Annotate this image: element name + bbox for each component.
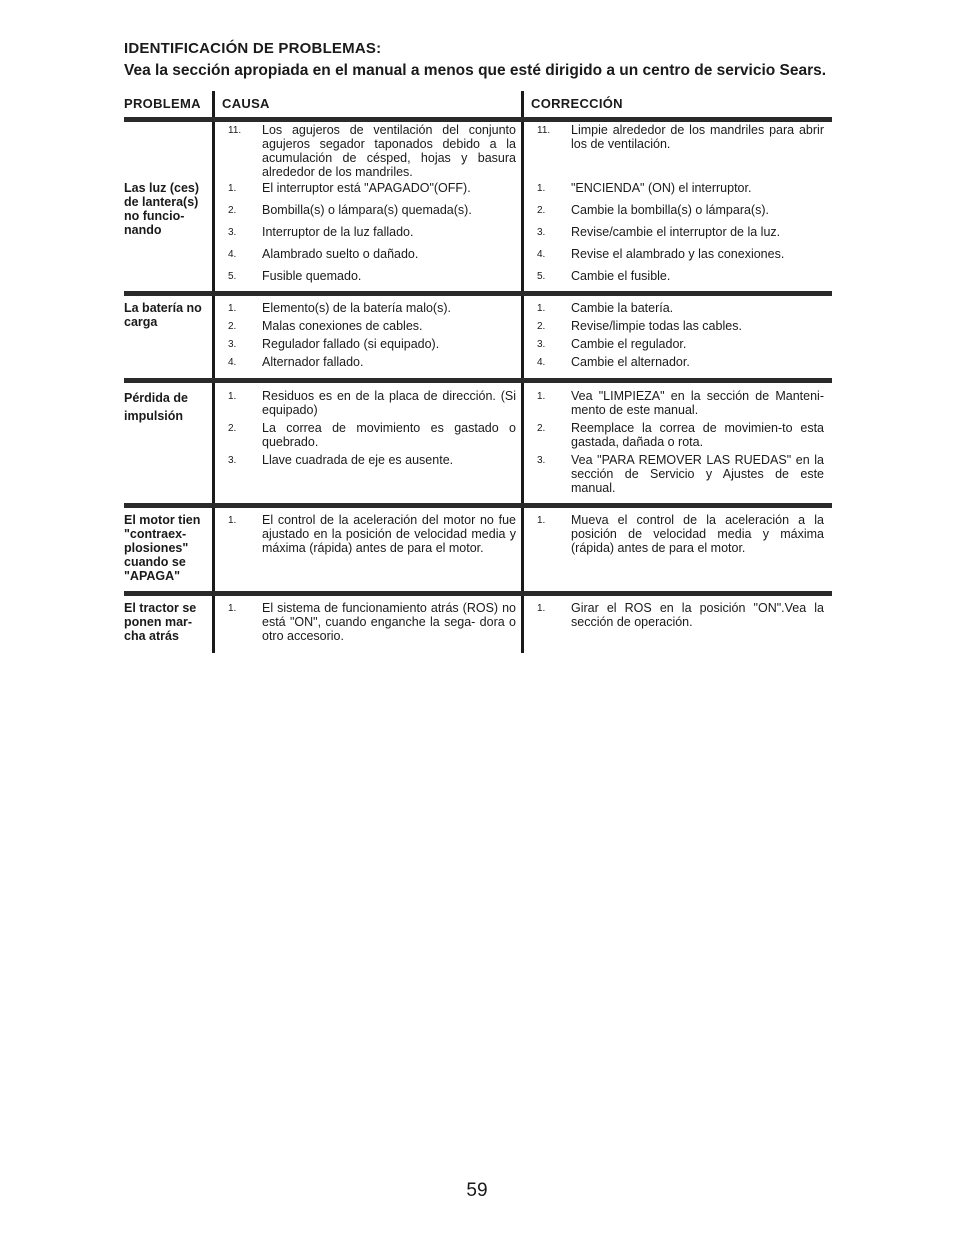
correction-text: Limpie alrededor de los mandriles para abrir los de ventilación. (571, 123, 824, 151)
correction-text: Reemplace la correa de movimien-to esta gastada, dañada o rota. (571, 421, 824, 449)
page-subtitle: Vea la sección apropiada en el manual a menos que esté dirigido a un centro de servicio Sears. (124, 62, 827, 79)
correction-number: 3. (537, 455, 546, 466)
cause-number: 4. (228, 357, 237, 368)
cause-text: Interruptor de la luz fallado. (262, 225, 414, 239)
correction-text: Revise el alambrado y las conexiones. (571, 247, 785, 261)
correction-number: 11. (537, 125, 551, 136)
correction-text: Girar el ROS en la posición "ON".Vea la sección de operación. (571, 601, 824, 629)
problem-label: La batería no carga (124, 301, 202, 329)
cause-text: Regulador fallado (si equipado). (262, 337, 440, 351)
cause-text: El sistema de funcionamiento atrás (ROS) no está "ON", cuando enganche la sega- dora o otro accesorio. (262, 601, 516, 643)
cause-number: 3. (228, 455, 237, 466)
correction-number: 1. (537, 391, 546, 402)
cause-number: 3. (228, 339, 237, 350)
cause-number: 5. (228, 271, 237, 282)
correction-text: Cambie la bombilla(s) o lámpara(s). (571, 203, 769, 217)
problem-label: Las luz (ces) de lantera(s) no funcio- nando (124, 181, 200, 237)
cause-text: Alambrado suelto o dañado. (262, 247, 419, 261)
correction-text: Revise/cambie el interruptor de la luz. (571, 225, 781, 239)
cause-number: 1. (228, 303, 237, 314)
section-divider (124, 378, 832, 383)
cause-text: Elemento(s) de la batería malo(s). (262, 301, 451, 315)
correction-number: 2. (537, 321, 546, 332)
cause-number: 1. (228, 515, 237, 526)
cause-number: 4. (228, 249, 237, 260)
header-correction: CORRECCIÓN (531, 96, 623, 111)
cause-text: Residuos es en de la placa de dirección. (Si equipado) (262, 389, 516, 417)
correction-text: Cambie el regulador. (571, 337, 687, 351)
correction-text: Revise/limpie todas las cables. (571, 319, 742, 333)
cause-text: Alternador fallado. (262, 355, 364, 369)
column-divider-right (521, 91, 524, 653)
correction-text: Cambie la batería. (571, 301, 674, 315)
correction-number: 1. (537, 603, 546, 614)
cause-text: Llave cuadrada de eje es ausente. (262, 453, 454, 467)
correction-text: Cambie el fusible. (571, 269, 671, 283)
cause-text: Los agujeros de ventilación del conjunto agujeros segador taponados debido a la acumulación de césped, hojas y basura alrededor de los mandriles. (262, 123, 516, 179)
correction-number: 4. (537, 357, 546, 368)
problem-label: Pérdida de impulsión (124, 391, 188, 423)
cause-number: 3. (228, 227, 237, 238)
section-divider (124, 291, 832, 296)
cause-text: Malas conexiones de cables. (262, 319, 423, 333)
cause-number: 11. (228, 125, 242, 136)
cause-number: 1. (228, 391, 237, 402)
header-problem: PROBLEMA (124, 96, 201, 111)
correction-number: 1. (537, 183, 546, 194)
correction-text: Vea "LIMPIEZA" en la sección de Manteni- mento de este manual. (571, 389, 824, 417)
section-divider (124, 117, 832, 122)
correction-number: 1. (537, 303, 546, 314)
column-divider-left (212, 91, 215, 653)
problem-label: El tractor se ponen mar- cha atrás (124, 601, 197, 643)
cause-number: 2. (228, 205, 237, 216)
correction-number: 2. (537, 205, 546, 216)
correction-number: 3. (537, 227, 546, 238)
correction-number: 4. (537, 249, 546, 260)
cause-text: Bombilla(s) o lámpara(s) quemada(s). (262, 203, 472, 217)
cause-text: El control de la aceleración del motor no fue ajustado en la posición de velocidad media y máxima (rápida) antes de para el motor. (262, 513, 516, 555)
page-number: 59 (466, 1180, 488, 1201)
cause-text: Fusible quemado. (262, 269, 362, 283)
cause-text: El interruptor está "APAGADO"(OFF). (262, 181, 471, 195)
problem-label: El motor tien "contraex- plosiones" cuando se "APAGA" (124, 513, 201, 583)
correction-number: 3. (537, 339, 546, 350)
cause-text: La correa de movimiento es gastado o quebrado. (262, 421, 516, 449)
section-divider (124, 591, 832, 596)
cause-number: 2. (228, 321, 237, 332)
header-cause: CAUSA (222, 96, 270, 111)
cause-number: 1. (228, 603, 237, 614)
correction-text: Mueva el control de la aceleración a la posición de velocidad media y máxima (rápida) antes de para el motor. (571, 513, 824, 555)
correction-number: 1. (537, 515, 546, 526)
correction-text: Vea "PARA REMOVER LAS RUEDAS" en la sección de Servicio y Ajustes de este manual. (571, 453, 824, 495)
page-title: IDENTIFICACIÓN DE PROBLEMAS: (124, 40, 382, 57)
correction-text: Cambie el alternador. (571, 355, 690, 369)
cause-number: 2. (228, 423, 237, 434)
section-divider (124, 503, 832, 508)
correction-number: 5. (537, 271, 546, 282)
cause-number: 1. (228, 183, 237, 194)
correction-number: 2. (537, 423, 546, 434)
correction-text: "ENCIENDA" (ON) el interruptor. (571, 181, 752, 195)
